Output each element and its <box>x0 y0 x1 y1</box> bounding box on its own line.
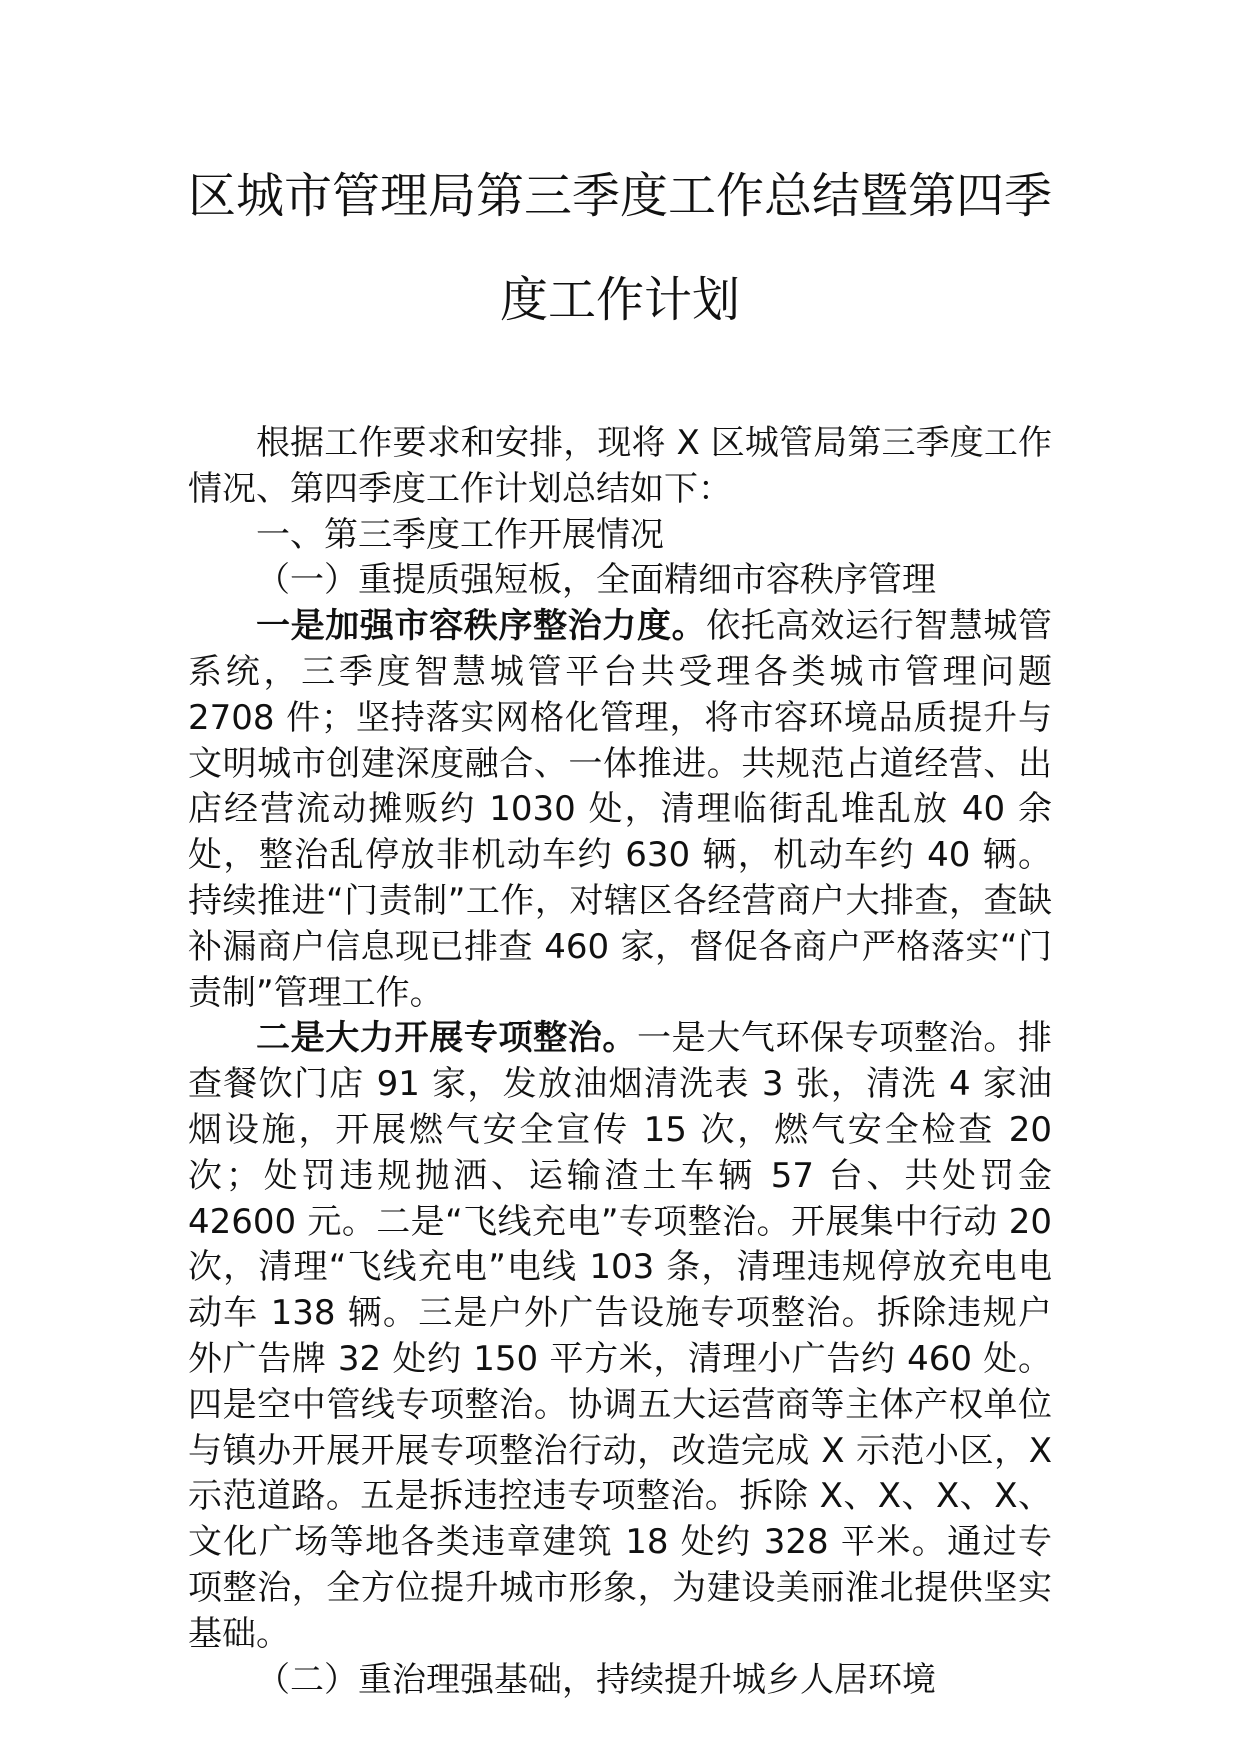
paragraph-1 <box>188 604 1052 1016</box>
paragraph-1-lead: 一是加强市容秩序整治力度。 <box>256 606 707 647</box>
intro-paragraph: 根据工作要求和安排，现将 X 区城管局第三季度工作情况、第四季度工作计划总结如下： <box>188 423 1052 509</box>
paragraph-2 <box>188 1016 1052 1657</box>
section-heading: 一、第三季度工作开展情况 <box>256 514 664 555</box>
document-body <box>188 421 1052 1703</box>
subsection-heading: （一）重提质强短板，全面精细市容秩序管理 <box>256 560 936 601</box>
paragraph-2-lead: 二是大力开展专项整治。 <box>256 1018 637 1059</box>
document-title-line2: 度工作计划 <box>499 272 740 328</box>
subsection-heading-2: （二）重治理强基础，持续提升城乡人居环境 <box>256 1659 936 1700</box>
document-title-line1: 区城市管理局第三季度工作总结暨第四季 <box>188 168 1053 224</box>
paragraph-1-text: 依托高效运行智慧城管系统，三季度智慧城管平台共受理各类城市管理问题 2708 件；坚持落实网格化管理，将市容环境品质提升与文明城市创建深度融合、一体推进。共规范占道经营、出店经营流动摊贩约 1030 处，清理临街乱堆乱放 40 余处，整治乱停放非机动车约 630 辆，机动车约 40 辆。持续推进“门责制”工作，对辖区各经营商户大排查，查缺补漏商户信息现已排查 460 家，督促各商户严格落实“门责制”管理工作。 <box>188 606 1053 1013</box>
paragraph-2-text: 一是大气环保专项整治。排查餐饮门店 91 家，发放油烟清洗表 3 张，清洗 4 家油烟设施，开展燃气安全宣传 15 次，燃气安全检查 20 次；处罚违规抛洒、运输渣土车辆 57 台、共处罚金 42600 元。二是“飞线充电”专项整治。开展集中行动 20 次，清理“飞线充电”电线 103 条，清理违规停放充电电动车 138 辆。三是户外广告设施专项整治。拆除违规户外广告牌 32 处约 150 平方米，清理小广告约 460 处。四是空中管线专项整治。协调五大运营商等主体产权单位与镇办开展开展专项整治行动，改造完成 X 示范小区，X 示范道路。五是拆违控违专项整治。拆除 X、X、X、X、文化广场等地各类违章建筑 18 处约 328 平米。通过专项整治，全方位提升城市形象，为建设美丽淮北提供坚实基础。 <box>188 1018 1052 1654</box>
